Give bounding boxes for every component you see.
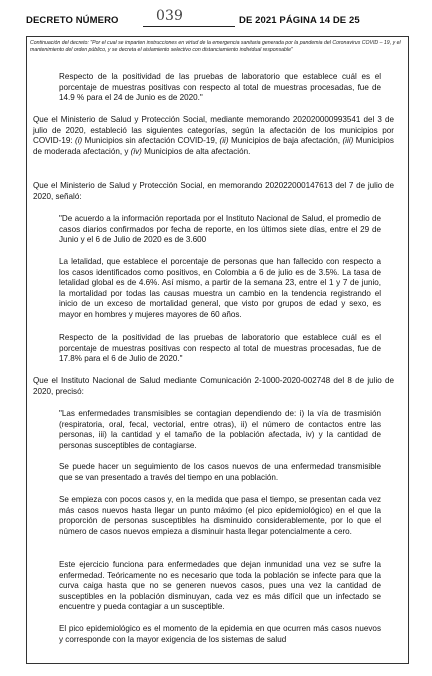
text-span: Municipios sin afectación COVID-19, [82,136,220,146]
paragraph-categorias-municipios [33,115,394,157]
text-span: Municipios de moderada afectación, y [33,136,394,156]
paragraph-memorando-ministerio: Que el Ministerio de Salud y Protección Social, en memorando 202022000147613 del 7 de julio de 2020, señaló: [33,181,394,201]
quote-inmunidad: Este ejercicio funciona para enfermedades que dejan inmunidad una vez se sufre la enfermedad. Teóricamente no es necesario que toda la población se infecte para que la curva caiga hasta que no se generen nuevos casos, pues una vez la cantidad de susceptibles en la población disminuyan, cada vez es más difícil que un infectado se encuentre y pueda contagiar a un susceptible. [59,560,381,612]
paragraph-instituto-nacional: Que el Instituto Nacional de Salud mediante Comunicación 2-1000-2020-002748 del 8 de julio de 2020, precisó: [33,376,394,396]
quote-pico-epidemiologico: Se empieza con pocos casos y, en la medida que pasa el tiempo, se presentan cada vez más casos nuevos hasta llegar un punto máximo (el pico epidemiológico) en el que la proporción de personas susceptibles ha disminuido considerablemente, por lo que el número de casos nuevos empieza a disminuir hasta llegar potencialmente a cero. [59,495,381,536]
quote-seguimiento-casos: Se puede hacer un seguimiento de los casos nuevos de una enfermedad transmisible que se van presentado a través del tiempo en una población. [59,462,381,482]
list-marker: (i) [75,136,83,146]
paragraph-positividad-junio: Respecto de la positividad de las pruebas de laboratorio que establece cuál es el porcentaje de muestras positivas con respecto al total de muestras procesadas, fue de 14.9 % para el 24 de Junio es de 2020." [59,72,381,103]
quote-exigencia-salud: El pico epidemiológico es el momento de la epidemia en que ocurren más casos nuevos y corresponde con la mayor exigencia de los sistemas de salud [59,624,381,644]
quote-letalidad: La letalidad, que establece el porcentaje de personas que han fallecido con respecto a los casos identificados como positivos, en Colombia a 6 de julio es de 3.5%. La tasa de letalidad global es de 4.6%. Así mismo, a partir de la semana 23, entre el 1 y 7 de junio, la mortalidad por todas las causas muestra un cambio en la tendencia registrando el inicio de un exceso de mortalidad general, que visto por grupos de edad y sexo, es mayor en hombres y mujeres mayores de 60 años. [59,257,381,319]
text-span: Municipios de alta afectación. [141,146,251,156]
quote-positividad-julio: Respecto de la positividad de las pruebas de laboratorio que establece cuál es el porcentaje de muestras positivas con respecto al total de muestras procesadas, fue de 17.8% para el 6 de Julio de 2020." [59,333,381,364]
quote-promedio-casos: "De acuerdo a la información reportada por el Instituto Nacional de Salud, el promedio de casos diarios confirmados por fecha de reporte, en los últimos siete días, entre el 29 de Junio y el 6 de Julio de 2020 es de 3.600 [59,214,381,245]
list-marker: (ii) [219,136,229,146]
list-marker: (iv) [130,146,142,156]
number-underline [143,26,235,27]
year-page-label: DE 2021 PÁGINA 14 DE 25 [239,15,360,26]
quote-enfermedades-transmisibles: "Las enfermedades transmisibles se contagian dependiendo de: i) la vía de trasmisión (respiratoria, oral, fecal, vectorial, entre otras), ii) el número de contactos entre las personas, iii) la cantidad y el tamaño de la población afectada, iv) y la cantidad de personas susceptibles de contagiarse. [59,409,381,450]
text-span: Municipios de baja afectación, [228,136,343,146]
page-header [26,8,410,29]
decree-number: 039 [156,8,184,24]
list-marker: (iii) [342,136,354,146]
text-span: Que el Ministerio de Salud y Protección Social, mediante memorando 202020000993541 del 3 de julio de 2020, estableció las siguientes categorías, según la afectación de los municipios por COVID-19: [33,115,394,146]
decree-number-label: DECRETO NÚMERO [26,15,119,26]
continuation-note: Continuación del decreto: "Por el cual se imparten instrucciones en virtud de la emergencia sanitaria generada por la pandemia del Coronavirus COVID – 19, y el mantenimiento del orden público, y se decreta el aislamiento selectivo con distanciamiento individual responsable" [30,40,401,53]
